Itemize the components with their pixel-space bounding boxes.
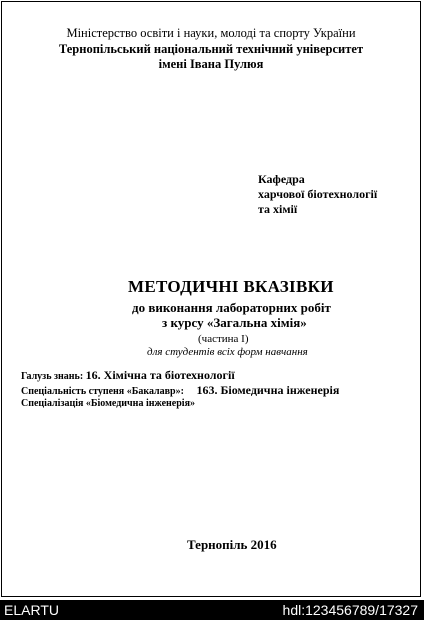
department-name-line-2: та хімії <box>258 202 298 216</box>
study-forms-line: для студентів всіх форм навчання <box>147 346 308 358</box>
field-value: 16. Хімічна та біотехнології <box>85 368 235 382</box>
specialty-value: 163. Біомедична інженерія <box>196 383 340 397</box>
document-subtitle-2: з курсу «Загальна хімія» <box>162 315 307 330</box>
specialization-line: Спеціалізація «Біомедична інженерія» <box>21 398 195 409</box>
handle-id: hdl:123456789/17327 <box>282 602 418 618</box>
repository-name: ELARTU <box>4 602 59 618</box>
document-part: (частина І) <box>198 333 249 345</box>
university-line: Тернопільський національний технічний університет <box>58 42 364 56</box>
department-name-line-1: харчової біотехнології <box>258 187 378 201</box>
specialty-line <box>21 383 339 398</box>
document-subtitle-1: до виконання лабораторних робіт <box>132 300 331 315</box>
ministry-line: Міністерство освіти і науки, молоді та спорту України <box>66 26 356 40</box>
field-label: Галузь знань: <box>21 371 84 382</box>
field-of-knowledge-line <box>21 368 235 383</box>
city-year-line: Тернопіль 2016 <box>187 537 277 552</box>
document-title: МЕТОДИЧНІ ВКАЗІВКИ <box>128 277 334 296</box>
department-label: Кафедра <box>258 172 305 186</box>
specialty-label: Спеціальність ступеня «Бакалавр»: <box>21 386 184 397</box>
repository-watermark-bar <box>0 600 424 620</box>
document-page <box>1 1 421 597</box>
university-name-line: імені Івана Пулюя <box>158 57 264 71</box>
